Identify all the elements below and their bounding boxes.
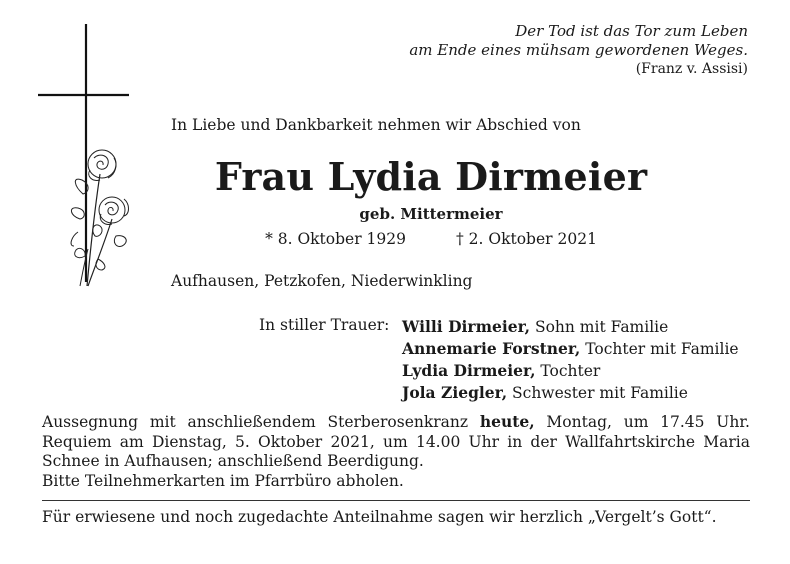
thanks-text: Für erwiesene und noch zugedachte Anteilnahme sagen wir herzlich „Vergelt’s Gott“.: [42, 508, 717, 526]
mourner-name: Willi Dirmeier,: [402, 317, 531, 336]
mourner-entry: [402, 338, 739, 360]
epigraph-quote: [409, 22, 748, 79]
mourner-name: Annemarie Forstner,: [402, 339, 581, 358]
deceased-name: Frau Lydia Dirmeier: [214, 154, 648, 199]
service-line-1: [42, 412, 750, 433]
service-text: Montag, um 17.45 Uhr.: [534, 413, 750, 431]
mourner-relation: Sohn mit Familie: [530, 318, 669, 336]
quote-line-2: am Ende eines mühsam gewordenen Weges.: [409, 41, 748, 59]
cross-with-roses-icon: [38, 24, 138, 324]
quote-line-1: Der Tod ist das Tor zum Leben: [515, 22, 748, 40]
service-text: Aussegnung mit anschließendem Sterberosenkranz: [42, 413, 480, 431]
service-line-4: Bitte Teilnehmerkarten im Pfarrbüro abholen.: [42, 471, 404, 490]
service-line-3: Schnee in Aufhausen; anschließend Beerdigung.: [42, 452, 424, 470]
mourner-entry: [402, 360, 739, 382]
quote-attribution: (Franz v. Assisi): [635, 61, 748, 77]
mourner-entry: [402, 316, 739, 338]
intro-text: In Liebe und Dankbarkeit nehmen wir Abschied von: [171, 116, 581, 134]
mourner-relation: Tochter: [535, 362, 601, 380]
birth-date: * 8. Oktober 1929: [265, 230, 406, 248]
service-emphasis: heute,: [479, 412, 535, 431]
mourner-relation: Schwester mit Familie: [507, 384, 688, 402]
service-line-2: Requiem am Dienstag, 5. Oktober 2021, um 14.00 Uhr in der Wallfahrtskirche Maria: [42, 432, 750, 451]
mourner-name: Lydia Dirmeier,: [402, 361, 536, 380]
mourner-relation: Tochter mit Familie: [580, 340, 739, 358]
life-dates: [171, 230, 691, 248]
mourner-entry: [402, 382, 739, 404]
mourner-name: Jola Ziegler,: [402, 383, 508, 402]
places: Aufhausen, Petzkofen, Niederwinkling: [171, 272, 473, 290]
divider: [42, 500, 750, 501]
mourners-label: In stiller Trauer:: [259, 316, 390, 334]
death-date: † 2. Oktober 2021: [456, 230, 597, 248]
birth-name: geb. Mittermeier: [359, 205, 503, 223]
service-details: [42, 412, 750, 491]
mourners-list: [402, 316, 739, 404]
